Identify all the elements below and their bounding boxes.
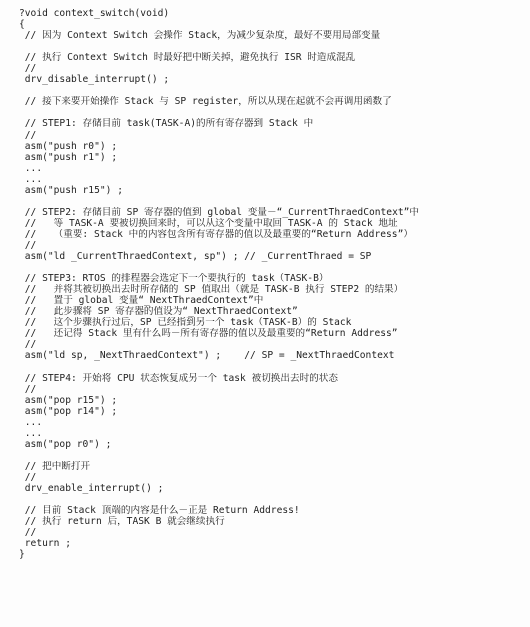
code-line bbox=[19, 494, 524, 505]
code-line: ... bbox=[19, 427, 43, 439]
code-line: // bbox=[19, 527, 37, 539]
code-line: asm("ld sp, _NextThraedContext") ; // SP = _NextThraedContext bbox=[19, 350, 395, 362]
code-line: drv_disable_interrupt() ; bbox=[19, 74, 170, 86]
code-line: // 执行 return 后，TASK B 就会继续执行 bbox=[19, 516, 225, 528]
code-line: ... bbox=[19, 162, 43, 174]
code-line: // STEP4: 开始将 CPU 状态恢复成另一个 task 被切换出去时的状态 bbox=[19, 372, 338, 384]
code-line: // bbox=[19, 339, 37, 351]
code-line: // 执行 Context Switch 时最好把中断关掉，避免执行 ISR 时造成混乱 bbox=[19, 52, 356, 64]
code-line: // 把中断打开 bbox=[19, 460, 91, 472]
code-line: // bbox=[19, 129, 37, 141]
code-line: // 并将其被切换出去时所存储的 SP 值取出（就是 TASK-B 执行 STEP2 的结果） bbox=[19, 284, 404, 296]
code-line bbox=[19, 196, 524, 207]
code-line: // 等 TASK-A 要被切换回来时，可以从这个变量中取回 TASK-A 的 Stack 地址 bbox=[19, 217, 398, 229]
code-line: asm("ld _CurrentThraedContext, sp") ; // _CurrentThraed = SP bbox=[19, 251, 372, 263]
code-line: asm("pop r14") ; bbox=[19, 405, 118, 417]
code-line: drv_enable_interrupt() ; bbox=[19, 483, 164, 495]
code-line: // 因为 Context Switch 会操作 Stack，为减少复杂度，最好不要用局部变量 bbox=[19, 30, 381, 42]
code-line: // STEP3: RTOS 的排程器会选定下一个要执行的 task（TASK-B） bbox=[19, 273, 329, 285]
code-line: // 接下来要开始操作 Stack 与 SP register，所以从现在起就不会再调用函数了 bbox=[19, 96, 392, 108]
code-line bbox=[19, 450, 524, 461]
code-line: asm("pop r0") ; bbox=[19, 438, 112, 450]
code-line: asm("push r0") ; bbox=[19, 140, 118, 152]
code-line: asm("push r15") ; bbox=[19, 184, 123, 196]
code-line: // bbox=[19, 239, 37, 251]
code-line: // 置于 global 变量“_NextThraedContext”中 bbox=[19, 295, 264, 307]
code-line: { bbox=[19, 19, 25, 31]
code-line: // 目前 Stack 顶端的内容是什么－正是 Return Address! bbox=[19, 505, 300, 517]
code-line: ... bbox=[19, 173, 43, 185]
code-line: ... bbox=[19, 416, 43, 428]
code-line: // 这个步骤执行过后，SP 已经指到另一个 task（TASK-B）的 Stack bbox=[19, 317, 352, 329]
code-line: // （重要: Stack 中的内容包含所有寄存器的值以及最重要的“Return Address”） bbox=[19, 228, 413, 240]
code-line: // STEP2: 存储目前 SP 寄存器的值到 global 变量－“_CurrentThraedContext”中 bbox=[19, 206, 420, 218]
code-line bbox=[19, 362, 524, 373]
code-line bbox=[19, 85, 524, 96]
code-line bbox=[19, 41, 524, 52]
code-line: return ; bbox=[19, 538, 71, 550]
code-line: // bbox=[19, 471, 37, 483]
code-line bbox=[19, 262, 524, 273]
code-listing bbox=[19, 8, 524, 560]
code-line: // bbox=[19, 383, 37, 395]
code-line: asm("push r1") ; bbox=[19, 151, 118, 163]
code-line: // STEP1: 存储目前 task(TASK-A)的所有寄存器到 Stack 中 bbox=[19, 118, 314, 130]
code-line: asm("pop r15") ; bbox=[19, 394, 118, 406]
code-line: ?void context_switch(void) bbox=[19, 8, 170, 19]
code-line: // 还记得 Stack 里有什么吗－所有寄存器的值以及最重要的“Return Address” bbox=[19, 328, 398, 340]
code-line bbox=[19, 107, 524, 118]
code-line: } bbox=[19, 549, 25, 561]
code-line: // bbox=[19, 63, 37, 75]
code-line: // 此步骤将 SP 寄存器的值设为“_NextThraedContext” bbox=[19, 306, 298, 318]
